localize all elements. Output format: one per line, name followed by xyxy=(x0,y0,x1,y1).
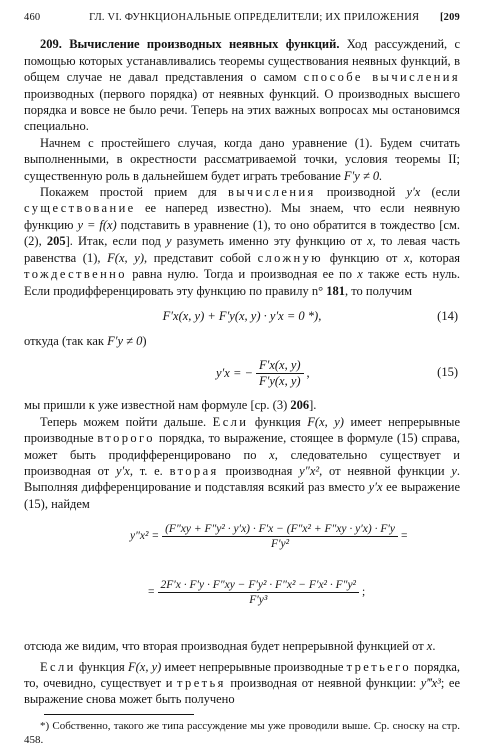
math-inline: F(x, y) xyxy=(307,414,344,429)
spaced-text: вычисления xyxy=(227,185,316,200)
spaced-text: третья xyxy=(177,675,226,690)
math-inline: y‴x³ xyxy=(420,675,441,690)
footnote-divider xyxy=(44,714,194,715)
text-span: функцию от xyxy=(323,250,405,265)
second-derivative-formula xyxy=(24,518,460,630)
text-span: . xyxy=(432,639,436,654)
math-inline: F(x, y) xyxy=(107,250,144,265)
text-span: (если xyxy=(420,185,461,200)
punctuation: ; xyxy=(362,586,366,599)
text-span: подставить в уравнение (1), то оно обратится в тождество [см. (2), xyxy=(24,217,460,249)
spaced-text: способе вычисления xyxy=(303,70,460,85)
text-span: также есть нуль. Если продифференцировать эту функцию по правилу n° xyxy=(24,267,461,298)
equation-body xyxy=(216,355,310,391)
spaced-text: существование xyxy=(24,201,136,216)
paragraph-5 xyxy=(24,397,460,413)
section-reference: 206 xyxy=(290,398,310,413)
spaced-text: Если xyxy=(212,414,249,429)
text-span: , представит собой xyxy=(143,250,258,265)
text-span: Ход рассуждений, с помощью которых устанавливались теоремы существования неявных функций, в общем случае не давал представления о самом xyxy=(24,37,461,85)
equals-sign: = xyxy=(400,530,408,543)
math-inline: y′x xyxy=(406,185,421,200)
text-span: ]. xyxy=(309,398,317,413)
fraction xyxy=(256,358,304,389)
section-reference: 181 xyxy=(326,283,345,298)
fraction-numerator: F′x(x, y) xyxy=(256,358,304,374)
paragraph-6 xyxy=(24,414,460,512)
fraction-numerator: 2F′x · F′y · F″xy − F′y² · F″x² − F′x² · F″y² xyxy=(158,578,360,593)
fraction-numerator: (F″xy + F″y² · y′x) · F′x − (F″x² + F″xy · y′x) · F′y xyxy=(162,522,398,537)
text-span: Покажем простой прием для xyxy=(40,185,228,200)
text-span: . Выполняя дифференцирование и подставляя всякий раз вместо xyxy=(24,463,460,495)
math-inline: y = f(x) xyxy=(77,217,117,232)
equation-15 xyxy=(24,355,460,391)
text-span: , то левая часть равенства (1), xyxy=(24,234,460,265)
section-title: 209. Вычисление производных неявных функций. xyxy=(40,37,340,52)
math-inline: F′y ≠ 0 xyxy=(107,333,143,348)
text-span: , от неявной функции xyxy=(319,463,452,478)
math-inline: y″x² xyxy=(299,463,320,478)
text-span: разуметь именно эту функцию от xyxy=(171,234,368,249)
page-number: 460 xyxy=(24,12,41,23)
text-span: порядка, то, очевидно, существует и xyxy=(24,659,461,690)
equation-lhs: y″x² = xyxy=(130,530,160,543)
equation-number: (14) xyxy=(437,308,458,323)
math-inline: y′x xyxy=(115,463,130,478)
text-span: производная от неявной функции: xyxy=(225,675,421,690)
text-span: откуда (так как xyxy=(24,333,108,348)
equals-sign: = xyxy=(148,586,155,599)
text-span: Начнем с простейшего случая, когда дано уравнение (1). Будем считать выполненными, в окрестности рассматриваемой точки, условия теоремы II; существенную роль в дальнейшем будет играть требование xyxy=(24,135,460,183)
math-inline: y′x xyxy=(368,480,383,495)
spaced-text: третьего xyxy=(346,659,411,674)
punctuation: , xyxy=(306,366,310,381)
text-span: отсюда же видим, что вторая производная будет непрерывной функцией от xyxy=(24,639,427,654)
math-inline: x xyxy=(404,250,410,265)
text-span: ]. Итак, если под xyxy=(65,234,166,249)
paragraph-1 xyxy=(24,36,460,134)
spaced-text: второго xyxy=(97,431,155,446)
text-span: функция xyxy=(248,414,308,429)
text-span: Теперь можем пойти дальше. xyxy=(40,414,213,429)
math-inline: x xyxy=(269,447,275,462)
equation-lhs: y′x = − xyxy=(216,366,253,381)
page-header xyxy=(24,10,460,26)
paragraph-3 xyxy=(24,184,460,299)
math-inline: y xyxy=(165,234,172,249)
fraction-denominator: F′y³ xyxy=(249,594,268,607)
text-span: , следовательно существует и производная от xyxy=(24,447,460,478)
text-span: имеет непрерывные производные xyxy=(24,414,460,446)
section-ref: [209 xyxy=(439,12,460,23)
text-span: порядка, то выражение, стоящее в формуле (15) справа, может быть продифференцировано по xyxy=(24,431,460,462)
text-span: , т. е. xyxy=(129,463,170,478)
text-span: ; ее выражение снова может быть получено xyxy=(24,675,460,707)
text-span: производной xyxy=(315,185,407,200)
formula-row-1 xyxy=(130,522,407,551)
equation-14 xyxy=(24,307,460,325)
spaced-text: тождественно xyxy=(24,267,127,282)
math-inline: x xyxy=(357,267,363,282)
text-span: мы пришли к уже известной нам формуле [ср. (3) xyxy=(24,398,291,413)
fraction-denominator: F′y² xyxy=(270,538,290,551)
paragraph-2 xyxy=(24,135,460,184)
math-inline: x xyxy=(426,639,433,654)
text-span: имеет непрерывные производные xyxy=(161,659,347,674)
spaced-text: Если xyxy=(40,659,76,674)
text-span: ее наперед известно). Мы знаем, что если неявную функцию xyxy=(24,201,460,232)
text-span: функция xyxy=(75,659,128,674)
fraction xyxy=(158,578,360,607)
spaced-text: сложную xyxy=(257,250,324,265)
text-span: ) xyxy=(142,333,147,348)
paragraph-7 xyxy=(24,638,460,654)
math-inline: x xyxy=(367,234,373,249)
running-title: ГЛ. VI. ФУНКЦИОНАЛЬНЫЕ ОПРЕДЕЛИТЕЛИ; ИХ ПРИЛОЖЕНИЯ xyxy=(89,12,420,23)
text-span: производных (первого порядка) от неявных функций. О производных высшего порядка и вовсе не было речи. Теперь на этих важных вопросах мы остановимся специально. xyxy=(24,86,460,134)
paragraph-8 xyxy=(24,659,460,708)
math-inline: F(x, y) xyxy=(127,659,162,674)
text-span: производная xyxy=(218,463,300,478)
section-reference: 205 xyxy=(46,234,66,249)
equation-body: F′x(x, y) + F′y(x, y) · y′x = 0 *), xyxy=(162,308,322,323)
equation-number: (15) xyxy=(437,365,458,380)
footnote: *) Собственно, такого же типа рассуждение мы уже проводили выше. Ср. сноску на стр. 458. xyxy=(24,719,460,746)
text-span: ее выражение (15), найдем xyxy=(24,480,460,511)
fraction-denominator: F′y(x, y) xyxy=(258,373,301,388)
math-inline: F′y ≠ 0. xyxy=(343,168,383,183)
formula-row-2 xyxy=(148,578,365,607)
text-span: , которая xyxy=(409,250,460,265)
math-inline: y xyxy=(451,463,457,478)
text-span: равна нулю. Тогда и производная ее по xyxy=(126,267,358,282)
spaced-text: вторая xyxy=(169,463,219,478)
paragraph-4 xyxy=(24,333,460,349)
fraction xyxy=(162,522,398,551)
text-span: , то получим xyxy=(344,283,413,298)
